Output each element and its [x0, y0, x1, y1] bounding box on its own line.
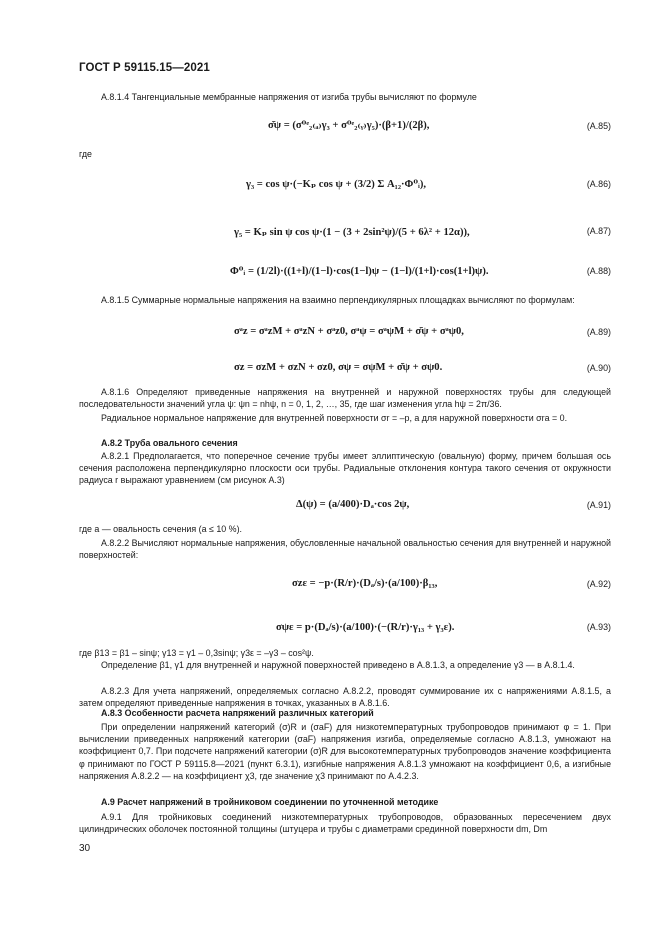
paragraph-a814: А.8.1.4 Тангенциальные мембранные напряжения от изгиба трубы вычисляют по формуле	[101, 92, 477, 102]
formula-number-a91: (А.91)	[586, 500, 611, 510]
paragraph-ovality: где a — овальность сечения (a ≤ 10 %).	[79, 524, 242, 534]
heading-a9: А.9 Расчет напряжений в тройниковом соединении по уточненной методике	[101, 797, 439, 807]
formula-a88: Φ⁰ᵢ = (1/2l)·((1+l)/(1−l)·cos(1−l)ψ − (1−l)/(1+l)·cos(1+l)ψ).	[230, 266, 489, 277]
formula-a91: Δ(ψ) = (a/400)·Dₐ·cos 2ψ,	[296, 499, 410, 510]
formula-number-a89: (А.89)	[586, 327, 611, 337]
formula-a90: σz = σzM + σzN + σz0, σψ = σψM + σ̄ψ + σψ0.	[234, 362, 443, 373]
formula-number-a87: (А.87)	[586, 226, 611, 236]
formula-a86: γ₃ = cos ψ·(−Kₚ cos ψ + (3/2) Σ A₁₂·Φ⁰ᵢ),	[246, 179, 427, 190]
where-label: где	[79, 149, 92, 159]
formula-a92: σzε = −p·(R/r)·(Dₐ/s)·(a/100)·β₁₃,	[292, 578, 438, 589]
paragraph-definitions: Определение β1, γ1 для внутренней и наружной поверхностей приведено в А.8.1.3, а определение γ3 — в А.8.1.4.	[101, 660, 575, 670]
paragraph-a821: А.8.2.1 Предполагается, что поперечное сечение трубы имеет эллиптическую (овальную) форму, причем большая ось сечения расположена перпендикулярно плоскости оси трубы. Радиальные отклонения контура такого сечения от окружности радиуса r выражают уравнением (см рисунок А.3)	[79, 451, 611, 486]
paragraph-a83: При определении напряжений категорий (σ)R и (σaF) для низкотемпературных трубопроводов принимают φ = 1. При вычислении приведенных напряжений категории (σaF) напряжения изгиба, определяемые согласно А.8.1.3, умножают на коэффициент 0,7. При подсчете напряжений категории (σ)R для высокотемпературных трубопроводов значение коэффициента φ принимают по ГОСТ Р 59115.8—2021 (пункт 6.3.1), изгибные напряжения А.8.1.3 умножают на коэффициент 0,6, а изгибные напряжения А.8.2.2 — на коэффициент χ3, где значение χ3 принимают по А.4.2.3.	[79, 722, 611, 781]
paragraph-a822: А.8.2.2 Вычисляют нормальные напряжения, обусловленные начальной овальностью сечения для внутренней и наружной поверхностей:	[79, 538, 611, 561]
paragraph-a823: А.8.2.3 Для учета напряжений, определяемых согласно А.8.2.2, проводят суммирование их с напряжениями А.8.1.5, а затем определяют приведенные напряжения в точках, указанных в А.8.1.6.	[79, 686, 611, 709]
formula-number-a86: (А.86)	[586, 179, 611, 189]
formula-a85: σ̄ψ = (σ⁰ᵉ₂₍ₐ₎γ₃ + σ⁰ᵉ₂₍ᵧ₎γ₅)·(β+1)/(2β),	[268, 120, 430, 131]
formula-number-a92: (А.92)	[586, 579, 611, 589]
document-header: ГОСТ Р 59115.15—2021	[79, 62, 210, 74]
formula-number-a85: (А.85)	[586, 121, 611, 131]
formula-number-a88: (А.88)	[586, 266, 611, 276]
formula-a87: γ₅ = Kₚ sin ψ cos ψ·(1 − (3 + 2sin²ψ)/(5 + 6λ² + 12α)),	[234, 227, 470, 238]
heading-a82: А.8.2 Труба овального сечения	[101, 438, 238, 448]
formula-number-a90: (А.90)	[586, 363, 611, 373]
heading-a83: А.8.3 Особенности расчета напряжений различных категорий	[101, 708, 374, 718]
page-number: 30	[79, 843, 91, 854]
paragraph-a815: А.8.1.5 Суммарные нормальные напряжения на взаимно перпендикулярных площадках вычисляют по формулам:	[101, 295, 575, 305]
formula-a89: σᵃz = σᵃzM + σᵃzN + σᵃz0, σᵃψ = σᵃψM + σ̄ψ + σᵃψ0,	[234, 326, 464, 337]
paragraph-a816: А.8.1.6 Определяют приведенные напряжения на внутренней и наружной поверхностях трубы для следующей последовательности значений угла ψ: ψn = nhψ, n = 0, 1, 2, …, 35, где шаг изменения угла hψ = 2π/36.	[79, 387, 611, 410]
paragraph-radial: Радиальное нормальное напряжение для внутренней поверхности σr = –p, а для наружной поверхности σra = 0.	[101, 413, 568, 423]
formula-a93: σψε = p·(Dₐ/s)·(a/100)·(−(R/r)·γ₁₃ + γ₃ε).	[276, 622, 455, 633]
formula-number-a93: (А.93)	[586, 622, 611, 632]
paragraph-beta: где β13 = β1 – sinψ; γ13 = γ1 – 0,3sinψ; γ3ε = –γ3 – cos²ψ.	[79, 648, 314, 658]
paragraph-a91: А.9.1 Для тройниковых соединений низкотемпературных трубопроводов, образованных пересечением двух цилиндрических оболочек постоянной толщины (штуцера и трубы с диаметрами срединной поверхности dm, Dm	[79, 812, 611, 835]
